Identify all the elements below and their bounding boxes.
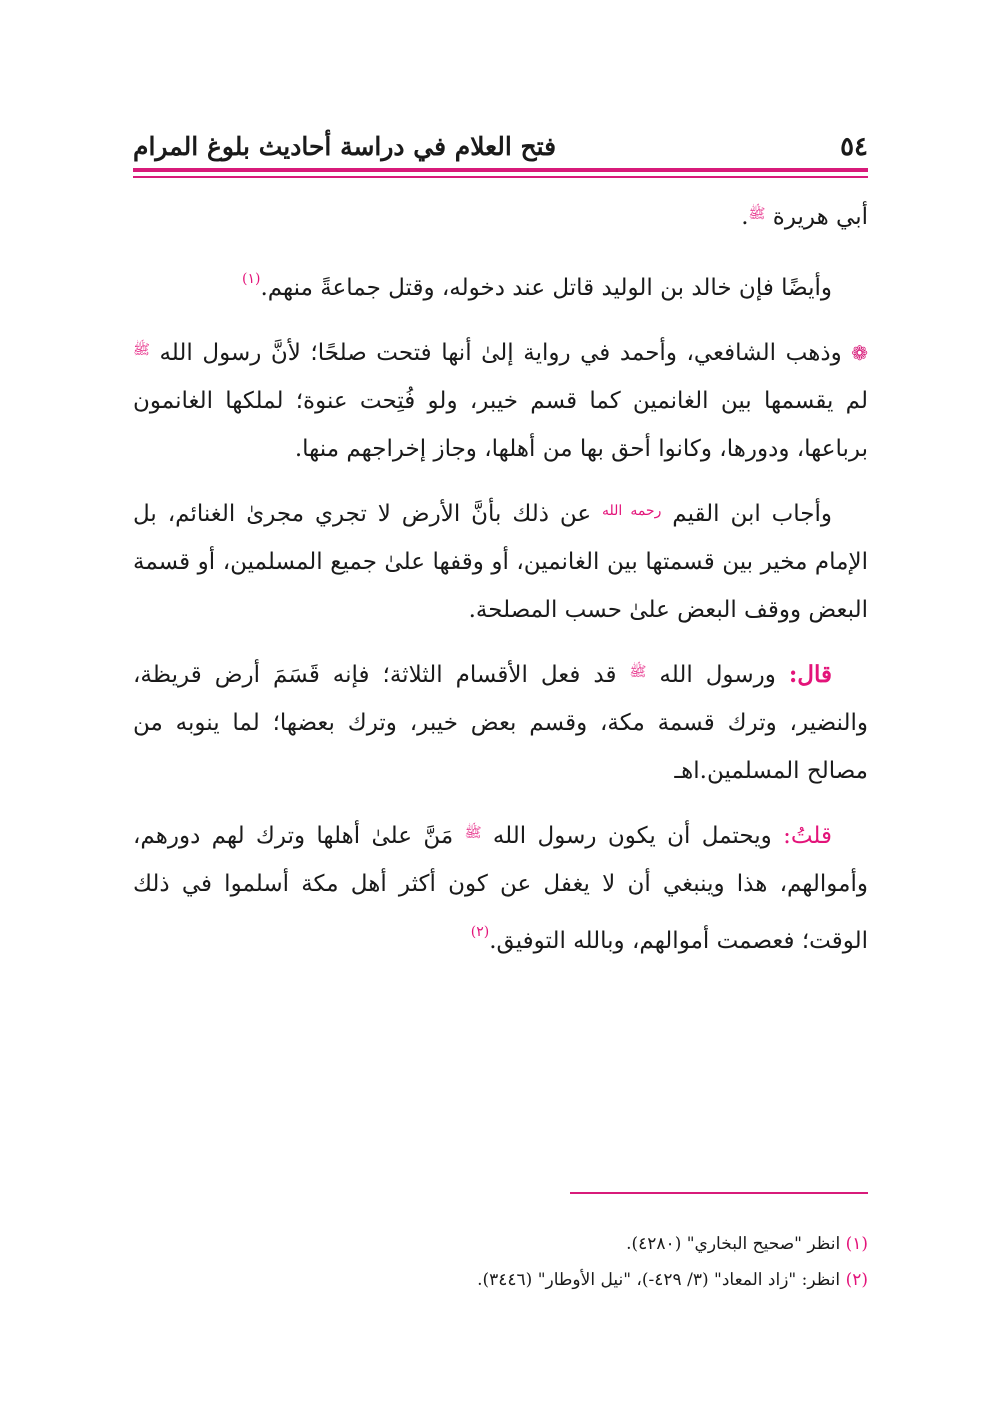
p2-text-2: لم يقسمها بين الغانمين كما قسم خيبر، ولو فُتِحت عنوة؛ لملكها الغانمون برباعها، ودورها، وكانوا أحق بها من أهلها، وجاز إخراجهم منها. bbox=[133, 388, 868, 462]
p5-honorific: ﷺ bbox=[464, 825, 482, 841]
p3-text-2: عن ذلك بأنَّ الأرض لا تجري مجرىٰ الغنائم، بل الإمام مخير بين قسمتها بين الغانمين، أو وقفها علىٰ جميع المسلمين، أو قسمة البعض ووقف البعض علىٰ حسب المصلحة. bbox=[133, 501, 868, 623]
p2-text-1: وذهب الشافعي، وأحمد في رواية إلىٰ أنها فتحت صلحًا؛ لأنَّ رسول الله bbox=[159, 340, 842, 366]
footnote-2 bbox=[133, 1262, 868, 1298]
paragraph-0 bbox=[133, 190, 868, 241]
p5-text-1: ويحتمل أن يكون رسول الله bbox=[492, 823, 772, 849]
p4-text-2: قد فعل الأقسام الثلاثة؛ فإنه قَسَمَ أرض قريظة، والنضير، وترك قسمة مكة، وقسم بعض خيبر، وترك بعضها؛ لما ينوبه من مصالح المسلمين.اهـ bbox=[133, 662, 868, 784]
p4-text-1: ورسول الله bbox=[659, 662, 776, 688]
p0-text: أبي هريرة bbox=[772, 204, 868, 230]
footnote-ref-1[interactable]: (١) bbox=[241, 271, 261, 287]
page-header bbox=[133, 128, 868, 168]
footnote-number: (١) bbox=[845, 1234, 868, 1254]
qultu-label: قلتُ: bbox=[783, 823, 833, 849]
paragraph-2 bbox=[133, 326, 868, 473]
footnote-separator bbox=[570, 1192, 868, 1194]
book-title: فتح العلام في دراسة أحاديث بلوغ المرام bbox=[133, 132, 557, 161]
footnote-text: انظر "صحيح البخاري" (٤٢٨٠). bbox=[626, 1234, 841, 1254]
p2-honorific: ﷺ bbox=[133, 342, 150, 358]
p3-honorific: رحمه الله bbox=[602, 503, 662, 519]
footnote-number: (٢) bbox=[845, 1270, 868, 1290]
header-rule-thin bbox=[133, 176, 868, 178]
page-body bbox=[133, 190, 868, 965]
paragraph-5 bbox=[133, 809, 868, 965]
header-rule-thick bbox=[133, 168, 868, 172]
qala-label: قال: bbox=[788, 661, 833, 688]
paragraph-4 bbox=[133, 648, 868, 795]
p0-tail: . bbox=[741, 204, 749, 230]
p5-text-2: مَنَّ علىٰ أهلها وترك لهم دورهم، وأموالهم، هذا وينبغي أن لا يغفل عن كون أكثر أهل مكة أسلموا في ذلك الوقت؛ فعصمت أموالهم، وبالله التوفيق. bbox=[133, 823, 868, 954]
p1-text: وأيضًا فإن خالد بن الوليد قاتل عند دخوله، وقتل جماعةً منهم. bbox=[260, 275, 832, 301]
footnotes bbox=[133, 1226, 868, 1298]
footnote-text: انظر: "زاد المعاد" (٣/ ٤٢٩-)، "نيل الأوطار" (٣٤٤٦). bbox=[477, 1270, 841, 1290]
footnote-ref-2[interactable]: (٢) bbox=[470, 924, 490, 940]
paragraph-3 bbox=[133, 487, 868, 634]
footnote-1 bbox=[133, 1226, 868, 1262]
page-number: ٥٤ bbox=[840, 132, 868, 162]
flower-ornament-icon: ❁ bbox=[851, 341, 868, 365]
paragraph-1 bbox=[133, 255, 868, 312]
p3-text-1: وأجاب ابن القيم bbox=[672, 501, 833, 527]
p0-honorific: ﷺ bbox=[748, 206, 766, 222]
p4-honorific: ﷺ bbox=[629, 664, 647, 680]
